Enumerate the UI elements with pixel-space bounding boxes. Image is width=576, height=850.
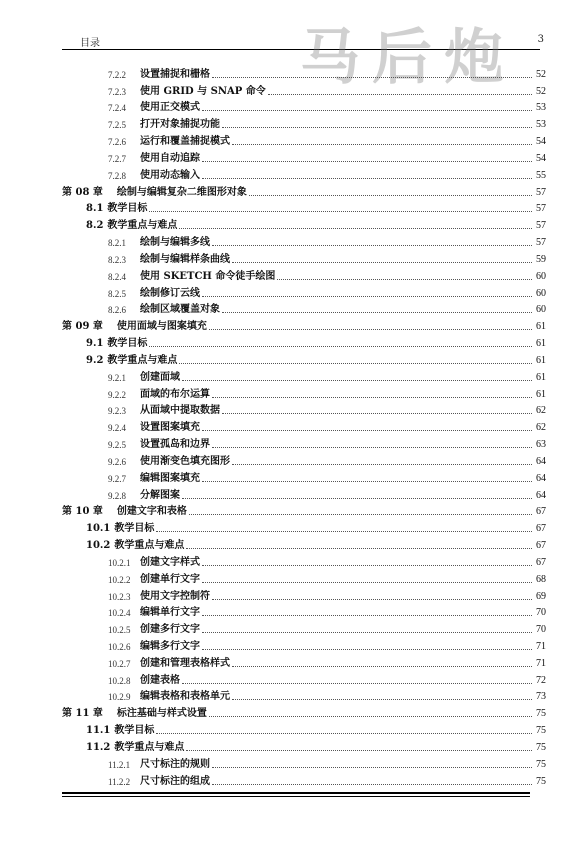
toc-entry-number: 10.2.1 bbox=[108, 557, 131, 568]
toc-entry-title: 创建面域 bbox=[140, 371, 180, 383]
toc-entry-number: 8.2.5 bbox=[108, 288, 126, 299]
toc-entry-title: 设置孤岛和边界 bbox=[140, 439, 210, 451]
toc-entry-title: 绘制与编辑复杂二维图形对象 bbox=[116, 186, 247, 198]
toc-entry-number: 9.2.6 bbox=[108, 456, 126, 467]
toc-entry-number: 10.2 bbox=[86, 540, 111, 552]
toc-entry-page: 61 bbox=[536, 371, 546, 383]
toc-entry-title: 绘制与编辑样条曲线 bbox=[140, 253, 230, 265]
toc-entry[interactable] bbox=[62, 737, 546, 754]
toc-entry[interactable] bbox=[62, 653, 546, 670]
toc-entry-title: 教学重点与难点 bbox=[114, 741, 185, 753]
toc-entry-title: 设置图案填充 bbox=[140, 422, 200, 434]
toc-entry-title: 创建表格 bbox=[140, 674, 180, 686]
toc-entry-title: 使用动态输入 bbox=[140, 169, 200, 181]
toc-leader-dots bbox=[268, 94, 532, 95]
toc-entry[interactable] bbox=[62, 81, 546, 98]
toc-entry-page: 55 bbox=[536, 169, 546, 181]
toc-entry-title: 设置捕捉和栅格 bbox=[140, 68, 210, 80]
toc-entry[interactable] bbox=[62, 451, 546, 468]
toc-leader-dots bbox=[149, 346, 532, 347]
toc-entry-page: 60 bbox=[536, 287, 546, 299]
toc-entry[interactable] bbox=[62, 148, 546, 165]
toc-entry-title: 编辑表格和表格单元 bbox=[140, 691, 230, 703]
toc-leader-dots bbox=[249, 195, 532, 196]
toc-leader-dots bbox=[156, 733, 532, 734]
toc-entry-number: 9.2.7 bbox=[108, 473, 126, 484]
toc-leader-dots bbox=[156, 531, 532, 532]
toc-entry-page: 70 bbox=[536, 624, 546, 636]
toc-leader-dots bbox=[212, 77, 532, 78]
toc-entry[interactable] bbox=[62, 333, 546, 350]
toc-leader-dots bbox=[202, 110, 532, 111]
toc-entry-page: 63 bbox=[536, 439, 546, 451]
toc-leader-dots bbox=[189, 514, 532, 515]
toc-entry[interactable] bbox=[62, 215, 546, 232]
toc-entry-title: 创建文字和表格 bbox=[116, 506, 187, 518]
toc-leader-dots bbox=[202, 430, 532, 431]
toc-leader-dots bbox=[182, 380, 532, 381]
toc-entry-title: 教学目标 bbox=[107, 338, 148, 350]
toc-leader-dots bbox=[232, 144, 532, 145]
toc-entry-title: 教学重点与难点 bbox=[114, 540, 185, 552]
toc-entry-page: 67 bbox=[536, 556, 546, 568]
toc-leader-dots bbox=[202, 481, 532, 482]
toc-entry-page: 75 bbox=[536, 758, 546, 770]
toc-entry-number: 10.2.5 bbox=[108, 625, 131, 636]
toc-entry-number: 7.2.6 bbox=[108, 137, 126, 148]
toc-entry[interactable] bbox=[62, 64, 546, 81]
toc-entry[interactable] bbox=[62, 165, 546, 182]
footer-rule-thick bbox=[62, 792, 530, 794]
toc-entry-number: 9.2.4 bbox=[108, 423, 126, 434]
toc-entry-page: 61 bbox=[536, 338, 546, 350]
toc-entry-title: 使用 GRID 与 SNAP 命令 bbox=[140, 85, 266, 97]
toc-entry[interactable] bbox=[62, 283, 546, 300]
toc-entry[interactable] bbox=[62, 586, 546, 603]
toc-entry[interactable] bbox=[62, 300, 546, 317]
toc-entry-title: 分解图案 bbox=[140, 489, 180, 501]
toc-entry[interactable] bbox=[62, 552, 546, 569]
toc-entry-page: 71 bbox=[536, 657, 546, 669]
toc-entry-title: 编辑多行文字 bbox=[140, 640, 200, 652]
toc-entry[interactable] bbox=[62, 401, 546, 418]
toc-entry[interactable] bbox=[62, 485, 546, 502]
toc-entry-number: 8.2.6 bbox=[108, 305, 126, 316]
toc-entry-title: 使用渐变色填充图形 bbox=[140, 455, 230, 467]
footer-rule-thin bbox=[62, 796, 530, 797]
toc-leader-dots bbox=[202, 632, 532, 633]
toc-entry-title: 教学重点与难点 bbox=[107, 220, 178, 232]
toc-entry-page: 67 bbox=[536, 523, 546, 535]
toc-leader-dots bbox=[149, 211, 532, 212]
toc-entry-page: 67 bbox=[536, 506, 546, 518]
toc-entry-title: 创建文字样式 bbox=[140, 556, 200, 568]
toc-entry-number: 10.2.7 bbox=[108, 658, 131, 669]
toc-leader-dots bbox=[212, 767, 532, 768]
toc-entry-page: 72 bbox=[536, 674, 546, 686]
toc-leader-dots bbox=[202, 649, 532, 650]
toc-entry[interactable] bbox=[62, 199, 546, 216]
toc-leader-dots bbox=[232, 464, 532, 465]
toc-entry[interactable] bbox=[62, 384, 546, 401]
toc-entry[interactable] bbox=[62, 249, 546, 266]
toc-entry-page: 52 bbox=[536, 85, 546, 97]
toc-entry-page: 59 bbox=[536, 253, 546, 265]
toc-entry-number: 7.2.7 bbox=[108, 153, 126, 164]
toc-entry[interactable] bbox=[62, 502, 546, 519]
header-page-number: 3 bbox=[537, 34, 544, 45]
toc-entry-title: 面域的布尔运算 bbox=[140, 388, 210, 400]
toc-entry-page: 57 bbox=[536, 186, 546, 198]
toc-entry-number: 10.2.9 bbox=[108, 692, 131, 703]
toc-entry-number: 7.2.8 bbox=[108, 170, 126, 181]
toc-entry[interactable] bbox=[62, 603, 546, 620]
toc-entry-page: 70 bbox=[536, 607, 546, 619]
toc-leader-dots bbox=[277, 279, 532, 280]
toc-leader-dots bbox=[179, 363, 532, 364]
toc-leader-dots bbox=[179, 228, 532, 229]
toc-entry-title: 教学目标 bbox=[114, 523, 155, 535]
toc-entry-title: 使用 SKETCH 命令徒手绘图 bbox=[140, 270, 276, 282]
toc-entry-page: 57 bbox=[536, 203, 546, 215]
toc-entry[interactable] bbox=[62, 636, 546, 653]
toc-entry-page: 53 bbox=[536, 119, 546, 131]
toc-entry-number: 8.2.3 bbox=[108, 254, 126, 265]
toc-entry-page: 64 bbox=[536, 455, 546, 467]
watermark: 马后炮 bbox=[300, 23, 516, 93]
toc-entry-number: 8.1 bbox=[86, 203, 104, 215]
toc-entry-number: 10.2.8 bbox=[108, 675, 131, 686]
toc-entry-page: 53 bbox=[536, 102, 546, 114]
toc-entry-page: 61 bbox=[536, 388, 546, 400]
toc-leader-dots bbox=[232, 666, 532, 667]
toc-entry-title: 使用面域与图案填充 bbox=[116, 321, 207, 333]
toc-entry-number: 11.2.1 bbox=[108, 759, 131, 770]
toc-entry-title: 创建多行文字 bbox=[140, 624, 200, 636]
toc-entry[interactable] bbox=[62, 771, 546, 788]
toc-leader-dots bbox=[186, 548, 532, 549]
toc-entry-title: 使用正交模式 bbox=[140, 102, 200, 114]
toc-leader-dots bbox=[222, 127, 532, 128]
page-footer bbox=[62, 792, 530, 797]
toc-leader-dots bbox=[202, 161, 532, 162]
toc-entry[interactable] bbox=[62, 367, 546, 384]
toc-leader-dots bbox=[212, 447, 532, 448]
toc-entry-page: 62 bbox=[536, 405, 546, 417]
toc-entry-number: 9.2 bbox=[86, 354, 104, 366]
toc-entry[interactable] bbox=[62, 619, 546, 636]
toc-entry[interactable] bbox=[62, 569, 546, 586]
toc-entry-page: 75 bbox=[536, 775, 546, 787]
toc-entry-number: 11.1 bbox=[86, 725, 111, 737]
toc-entry-title: 尺寸标注的组成 bbox=[140, 775, 210, 787]
toc-entry[interactable] bbox=[62, 434, 546, 451]
toc-leader-dots bbox=[212, 784, 532, 785]
toc-entry-title: 绘制与编辑多线 bbox=[140, 237, 210, 249]
toc-entry[interactable] bbox=[62, 468, 546, 485]
toc-leader-dots bbox=[222, 312, 532, 313]
toc-leader-dots bbox=[232, 262, 532, 263]
toc-entry-number: 9.2.1 bbox=[108, 372, 126, 383]
toc-entry-number: 7.2.5 bbox=[108, 120, 126, 131]
toc-leader-dots bbox=[202, 615, 532, 616]
toc-entry-number: 9.2.5 bbox=[108, 440, 126, 451]
toc-entry-number: 9.2.3 bbox=[108, 406, 126, 417]
toc-entry-page: 68 bbox=[536, 573, 546, 585]
toc-leader-dots bbox=[209, 716, 532, 717]
toc-entry-title: 标注基础与样式设置 bbox=[116, 708, 207, 720]
toc-entry-number: 7.2.2 bbox=[108, 69, 126, 80]
toc-entry-title: 创建单行文字 bbox=[140, 573, 200, 585]
toc-entry-page: 75 bbox=[536, 708, 546, 720]
toc-entry-number: 8.2.4 bbox=[108, 271, 126, 282]
toc-leader-dots bbox=[212, 245, 532, 246]
toc-entry-title: 使用自动追踪 bbox=[140, 152, 200, 164]
toc-entry-title: 尺寸标注的规则 bbox=[140, 758, 210, 770]
toc-entry[interactable] bbox=[62, 232, 546, 249]
toc-entry[interactable] bbox=[62, 754, 546, 771]
toc-entry[interactable] bbox=[62, 518, 546, 535]
toc-entry-page: 64 bbox=[536, 489, 546, 501]
toc-leader-dots bbox=[202, 582, 532, 583]
toc-entry-number: 9.1 bbox=[86, 338, 104, 350]
toc-entry[interactable] bbox=[62, 98, 546, 115]
toc-entry-number: 10.2.4 bbox=[108, 608, 131, 619]
toc-entry-number: 10.2.6 bbox=[108, 641, 131, 652]
toc-entry-number: 8.2 bbox=[86, 220, 104, 232]
toc-entry[interactable] bbox=[62, 535, 546, 552]
toc-entry-number: 第 11 章 bbox=[62, 708, 103, 720]
toc-entry[interactable] bbox=[62, 182, 546, 199]
toc-entry-title: 绘制修订云线 bbox=[140, 287, 200, 299]
toc-entry[interactable] bbox=[62, 703, 546, 720]
toc-entry-page: 71 bbox=[536, 640, 546, 652]
header-title: 目录 bbox=[80, 38, 100, 49]
toc-entry-number: 7.2.4 bbox=[108, 103, 126, 114]
toc-leader-dots bbox=[232, 699, 532, 700]
toc-entry-page: 69 bbox=[536, 590, 546, 602]
toc-entry-number: 10.1 bbox=[86, 523, 111, 535]
table-of-contents bbox=[62, 64, 546, 788]
toc-entry-title: 打开对象捕捉功能 bbox=[140, 119, 220, 131]
toc-entry[interactable] bbox=[62, 131, 546, 148]
toc-entry-number: 7.2.3 bbox=[108, 86, 126, 97]
toc-entry-number: 10.2.3 bbox=[108, 591, 131, 602]
toc-entry-title: 从面域中提取数据 bbox=[140, 405, 220, 417]
toc-entry-title: 绘制区域覆盖对象 bbox=[140, 304, 220, 316]
toc-leader-dots bbox=[182, 683, 532, 684]
toc-entry[interactable] bbox=[62, 687, 546, 704]
toc-entry-page: 67 bbox=[536, 540, 546, 552]
toc-entry-title: 教学目标 bbox=[107, 203, 148, 215]
toc-leader-dots bbox=[222, 413, 532, 414]
toc-entry-title: 编辑单行文字 bbox=[140, 607, 200, 619]
toc-entry-page: 57 bbox=[536, 237, 546, 249]
toc-entry-page: 64 bbox=[536, 472, 546, 484]
toc-entry-page: 61 bbox=[536, 354, 546, 366]
toc-leader-dots bbox=[202, 178, 532, 179]
toc-leader-dots bbox=[182, 498, 532, 499]
toc-leader-dots bbox=[202, 296, 532, 297]
toc-entry-page: 60 bbox=[536, 270, 546, 282]
toc-entry-page: 54 bbox=[536, 152, 546, 164]
toc-entry[interactable] bbox=[62, 670, 546, 687]
toc-entry-page: 60 bbox=[536, 304, 546, 316]
toc-entry-number: 第 08 章 bbox=[62, 186, 103, 198]
toc-leader-dots bbox=[202, 565, 532, 566]
toc-entry-number: 8.2.1 bbox=[108, 238, 126, 249]
toc-entry[interactable] bbox=[62, 350, 546, 367]
toc-entry-number: 9.2.2 bbox=[108, 389, 126, 400]
toc-entry-number: 第 10 章 bbox=[62, 506, 103, 518]
toc-entry-page: 52 bbox=[536, 68, 546, 80]
toc-entry-number: 11.2 bbox=[86, 741, 111, 753]
toc-entry-number: 11.2.2 bbox=[108, 776, 131, 787]
toc-entry[interactable] bbox=[62, 266, 546, 283]
toc-entry-page: 57 bbox=[536, 220, 546, 232]
toc-entry-page: 73 bbox=[536, 691, 546, 703]
toc-entry-number: 10.2.2 bbox=[108, 574, 131, 585]
toc-leader-dots bbox=[212, 397, 532, 398]
toc-entry-page: 75 bbox=[536, 725, 546, 737]
toc-entry[interactable] bbox=[62, 114, 546, 131]
toc-entry-title: 教学重点与难点 bbox=[107, 354, 178, 366]
toc-leader-dots bbox=[212, 599, 532, 600]
toc-entry-title: 使用文字控制符 bbox=[140, 590, 210, 602]
toc-entry-page: 61 bbox=[536, 321, 546, 333]
toc-entry[interactable] bbox=[62, 417, 546, 434]
toc-entry-title: 教学目标 bbox=[114, 725, 155, 737]
toc-entry-title: 运行和覆盖捕捉模式 bbox=[140, 136, 230, 148]
toc-leader-dots bbox=[209, 329, 532, 330]
toc-entry-page: 54 bbox=[536, 136, 546, 148]
toc-entry-number: 第 09 章 bbox=[62, 321, 103, 333]
toc-entry-number: 9.2.8 bbox=[108, 490, 126, 501]
toc-entry[interactable] bbox=[62, 720, 546, 737]
toc-entry-title: 创建和管理表格样式 bbox=[140, 657, 230, 669]
toc-entry-title: 编辑图案填充 bbox=[140, 472, 200, 484]
toc-entry-page: 62 bbox=[536, 422, 546, 434]
toc-entry[interactable] bbox=[62, 316, 546, 333]
toc-entry-page: 75 bbox=[536, 741, 546, 753]
toc-leader-dots bbox=[186, 750, 532, 751]
